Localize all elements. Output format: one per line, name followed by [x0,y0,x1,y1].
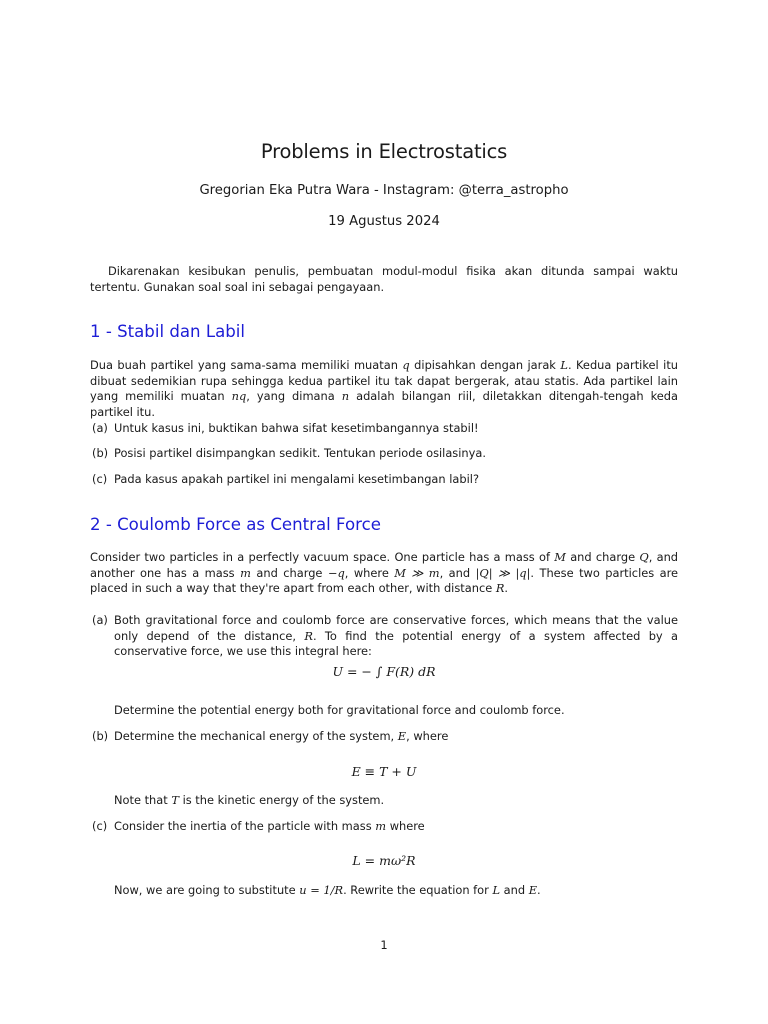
math-nq: nq [231,389,247,403]
date-line: 19 Agustus 2024 [328,214,440,229]
s1-item-c: (c) Pada kasus apakah partikel ini mengalami kesetimbangan labil? [92,472,479,486]
s2-item-b-note: Note that T is the kinetic energy of the system. [114,793,385,807]
section-1-heading: 1 - Stabil dan Labil [90,322,245,341]
s1-item-b: (b) Posisi partikel disimpangkan sedikit. Tentukan periode osilasinya. [92,446,486,460]
section-2-paragraph: Consider two particles in a perfectly vacuum space. One particle has a mass of M and charge Q, and another one has a mass m and charge −q, where M ≫ m, and |Q| ≫ |q|. These two particles are placed in such a way that they're apart from each other, with distance R. [90,550,679,595]
equation-mechanical-energy: E ≡ T + U [351,764,417,779]
section-2-heading: 2 - Coulomb Force as Central Force [90,515,381,534]
equation-inertia: L = mω²R [352,853,416,868]
s2-item-b: (b) Determine the mechanical energy of the system, E, where [92,729,449,743]
equation-potential-energy: U = − ∫ F(R) dR [332,664,436,679]
section-1-paragraph: Dua buah partikel yang sama-sama memiliki muatan q dipisahkan dengan jarak L. Kedua partikel itu dibuat sedemikian rupa sehingga kedua partikel itu tak dapat bergerak, atau statis. Ada partikel lain yang memiliki muatan nq, yang dimana n adalah bilangan riil, diletakkan ditengah-tengah keda partikel itu. [90,358,679,419]
page-number: 1 [380,938,388,952]
author-line: Gregorian Eka Putra Wara - Instagram: @terra_astropho [199,183,569,198]
math-L: L [560,358,568,372]
s2-item-a: (a) Both gravitational force and coulomb force are conservative forces, which means that the value only depend of the distance, R. To find the potential energy of a system affected by a conservative force, we use this integral here: [92,613,679,658]
intro-paragraph: Dikarenakan kesibukan penulis, pembuatan modul-modul fisika akan ditunda sampai waktu tertentu. Gunakan soal soal ini sebagai pengayaan. [90,264,678,294]
s2-item-a-note: Determine the potential energy both for gravitational force and coulomb force. [114,703,565,717]
page-title: Problems in Electrostatics [260,140,508,163]
math-n: n [341,389,350,403]
math-q: q [402,358,410,372]
s2-item-c: (c) Consider the inertia of the particle with mass m where [92,819,425,833]
s2-item-c-note: Now, we are going to substitute u = 1/R. Rewrite the equation for L and E. [114,883,541,897]
s1-item-a: (a) Untuk kasus ini, buktikan bahwa sifat kesetimbangannya stabil! [92,421,479,435]
